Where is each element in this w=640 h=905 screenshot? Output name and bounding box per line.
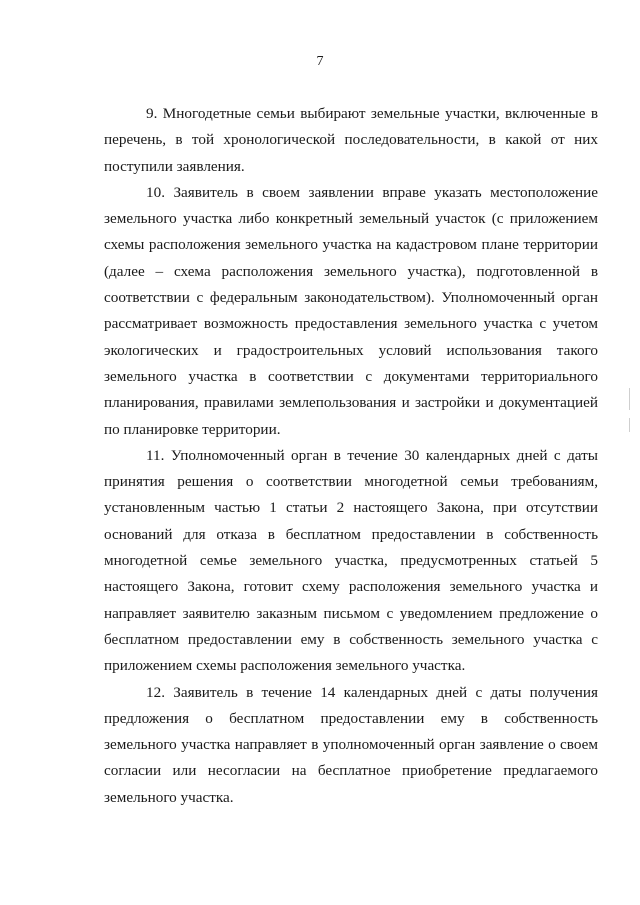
paragraph-11: 11. Уполномоченный орган в течение 30 календарных дней с даты принятия решения о соответствии многодетной семьи требованиям, установленным частью 1 статьи 2 настоящего Закона, при отсутствии оснований для отказа в бесплатном предоставлении в собственность многодетной семье земельного участка, предусмотренных статьей 5 настоящего Закона, готовит схему расположения земельного участка и направляет заявителю заказным письмом с уведомлением предложение о бесплатном предоставлении ему в собственность земельного участка с приложением схемы расположения земельного участка. [104, 446, 598, 675]
paragraph-12: 12. Заявитель в течение 14 календарных дней с даты получения предложения о бесплатном предоставлении ему в собственность земельного участка направляет в уполномоченный орган заявление о своем согласии или несогласии на бесплатное приобретение предлагаемого земельного участка. [104, 683, 598, 806]
scan-edge-shadow [629, 388, 630, 410]
document-body [104, 101, 598, 811]
scan-edge-shadow [629, 418, 630, 432]
paragraph-9: 9. Многодетные семьи выбирают земельные участки, включенные в перечень, в той хронологической последовательности, в какой от них поступили заявления. [104, 105, 598, 175]
page-number: 7 [316, 54, 324, 69]
paragraph-10: 10. Заявитель в своем заявлении вправе указать местоположение земельного участка либо конкретный земельный участок (с приложением схемы расположения земельного участка на кадастровом плане территории (далее – схема расположения земельного участка), подготовленной в соответствии с федеральным законодательством). Уполномоченный орган рассматривает возможность предоставления земельного участка с учетом экологических и градостроительных условий использования такого земельного участка в соответствии с документами территориального планирования, правилами землепользования и застройки и документацией по планировке территории. [104, 183, 598, 438]
